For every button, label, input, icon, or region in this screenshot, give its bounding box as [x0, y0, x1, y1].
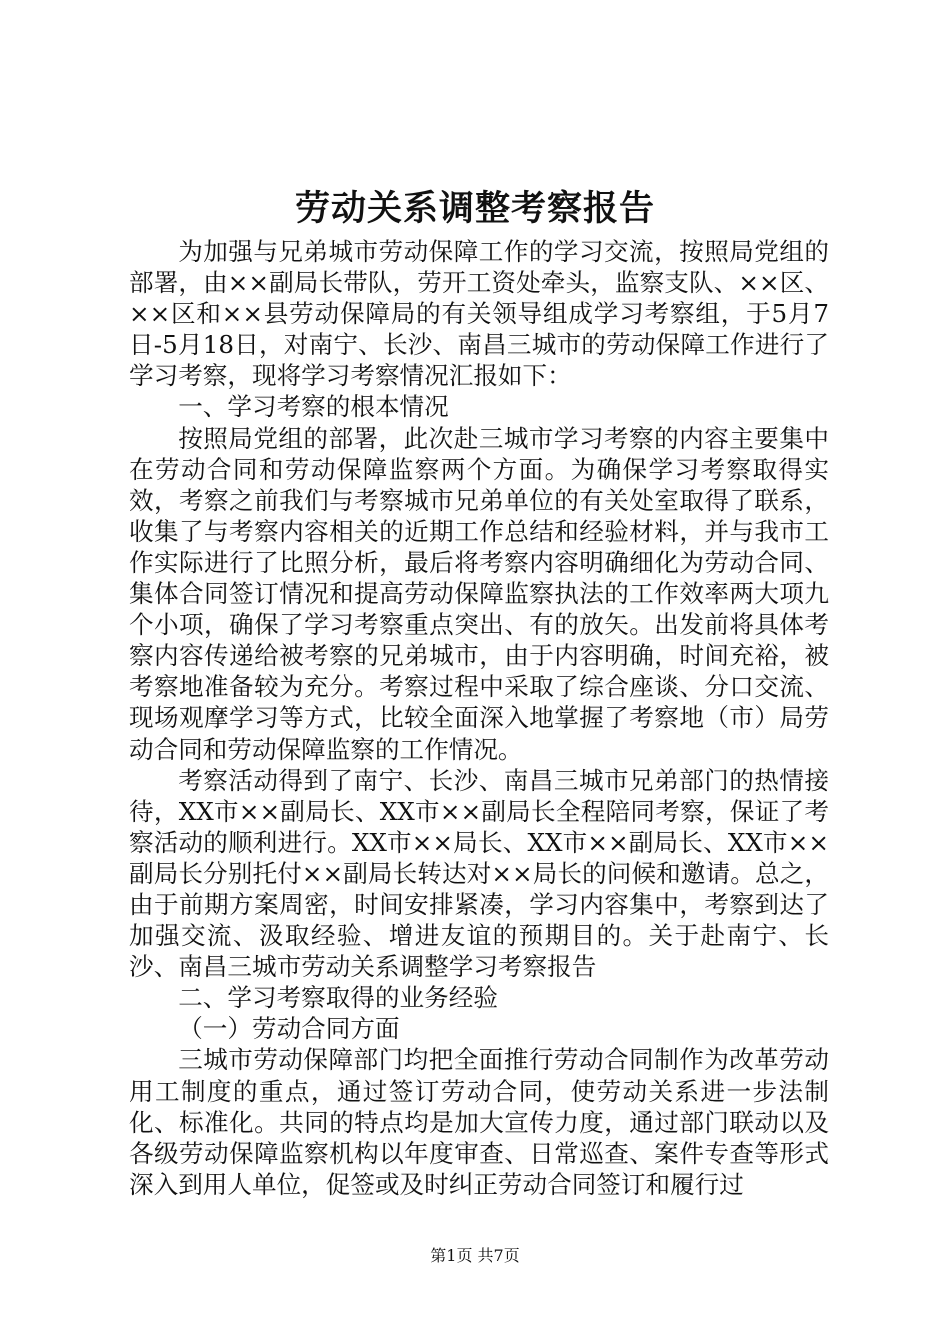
page-footer: 第1页 共7页: [430, 1246, 520, 1265]
paragraph-labor-contract: 三城市劳动保障部门均把全面推行劳动合同制作为改革劳动用工制度的重点，通过签订劳动合同，使劳动关系进一步法制化、标准化。共同的特点均是加大宣传力度，通过部门联动以及各级劳动保障监察机构以年度审查、日常巡查、案件专查等形式深入到用人单位，促签或及时纠正劳动合同签订和履行过: [129, 1045, 829, 1199]
paragraph-reception: 考察活动得到了南宁、长沙、南昌三城市兄弟部门的热情接待，XX市××副局长、XX市××副局长全程陪同考察，保证了考察活动的顺利进行。XX市××局长、XX市××副局长、XX市××副局长分别托付××副局长转达对××局长的问候和邀请。总之，由于前期方案周密，时间安排紧凑，学习内容集中，考察到达了加强交流、汲取经验、增进友谊的预期目的。关于赴南宁、长沙、南昌三城市劳动关系调整学习考察报告: [129, 765, 829, 982]
document-body: [129, 236, 829, 1200]
section-heading-2: 二、学习考察取得的业务经验: [178, 983, 498, 1013]
paragraph-section-1: 按照局党组的部署，此次赴三城市学习考察的内容主要集中在劳动合同和劳动保障监察两个方面。为确保学习考察取得实效，考察之前我们与考察城市兄弟单位的有关处室取得了联系，收集了与考察内容相关的近期工作总结和经验材料，并与我市工作实际进行了比照分析，最后将考察内容明确细化为劳动合同、集体合同签订情况和提高劳动保障监察执法的工作效率两大项九个小项，确保了学习考察重点突出、有的放矢。出发前将具体考察内容传递给被考察的兄弟城市，由于内容明确，时间充裕，被考察地准备较为充分。考察过程中采取了综合座谈、分口交流、现场观摩学习等方式，比较全面深入地掌握了考察地（市）局劳动合同和劳动保障监察的工作情况。: [129, 423, 829, 764]
paragraph-intro: 为加强与兄弟城市劳动保障工作的学习交流，按照局党组的部署，由××副局长带队，劳开工资处牵头，监察支队、××区、××区和××县劳动保障局的有关领导组成学习考察组，于5月7日-5月18日，对南宁、长沙、南昌三城市的劳动保障工作进行了学习考察，现将学习考察情况汇报如下：: [129, 237, 829, 391]
document-title: 劳动关系调整考察报告: [294, 188, 655, 229]
subsection-heading-1: （一）劳动合同方面: [178, 1014, 400, 1044]
section-heading-1: 一、学习考察的根本情况: [178, 392, 449, 422]
